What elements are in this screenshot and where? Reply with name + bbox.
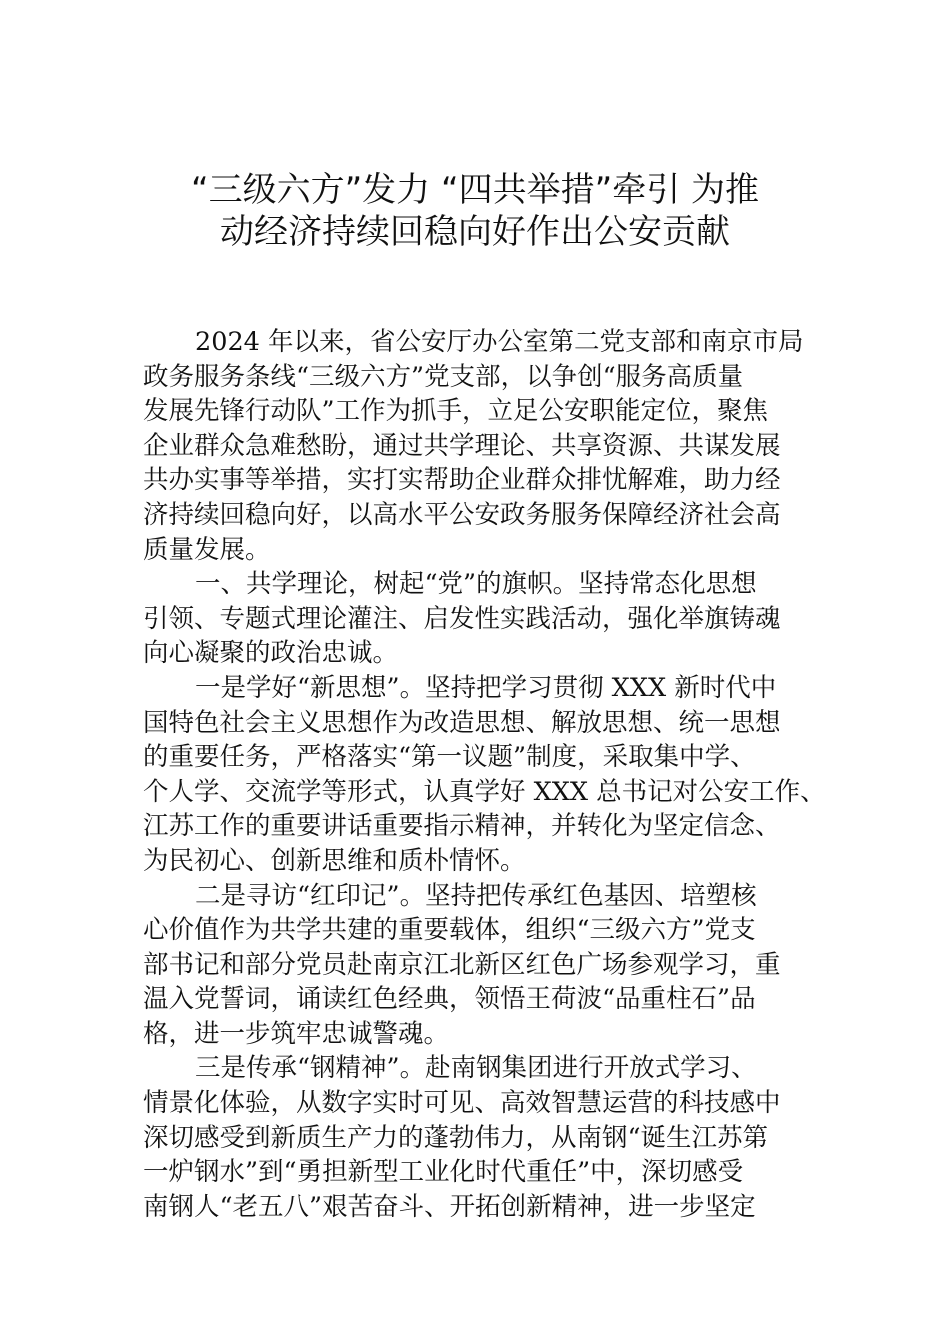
body-line-17: 二是寻访“红印记”。坚持把传承红色基因、培塑核	[195, 880, 757, 911]
body-line-21: 格，进一步筑牢忠诚警魂。	[143, 1018, 450, 1049]
body-line-7: 质量发展。	[143, 534, 271, 565]
body-line-2: 政务服务条线“三级六方”党支部，以争创“服务高质量	[143, 361, 744, 392]
document-title-line-1: “三级六方”发力 “四共举措”牵引 为推	[190, 170, 760, 210]
body-line-12: 国特色社会主义思想作为改造思想、解放思想、统一思想	[143, 707, 781, 738]
body-line-24: 深切感受到新质生产力的蓬勃伟力，从南钢“诞生江苏第	[143, 1122, 769, 1153]
body-line-8: 一、共学理论，树起“党”的旗帜。坚持常态化思想	[195, 569, 757, 600]
document-body	[143, 325, 826, 1224]
body-line-10: 向心凝聚的政治忠诚。	[143, 638, 399, 669]
body-line-18: 心价值作为共学共建的重要载体，组织“三级六方”党支	[143, 915, 756, 946]
body-line-6: 济持续回稳向好，以高水平公安政务服务保障经济社会高	[143, 499, 781, 530]
document-title-line-2: 动经济持续回稳向好作出公安贡献	[220, 212, 730, 252]
body-line-13: 的重要任务，严格落实“第一议题”制度，采取集中学、	[143, 742, 756, 773]
body-line-25: 一炉钢水”到“勇担新型工业化时代重任”中，深切感受	[143, 1157, 744, 1188]
body-line-9: 引领、专题式理论灌注、启发性实践活动，强化举旗铸魂	[143, 603, 781, 634]
body-line-16: 为民初心、创新思维和质朴情怀。	[143, 845, 526, 876]
body-line-19: 部书记和部分党员赴南京江北新区红色广场参观学习，重	[143, 949, 781, 980]
body-line-1: 2024 年以来，省公安厅办公室第二党支部和南京市局	[195, 327, 804, 357]
body-line-15: 江苏工作的重要讲话重要指示精神，并转化为坚定信念、	[143, 811, 781, 842]
body-line-23: 情景化体验，从数字实时可见、高效智慧运营的科技感中	[143, 1088, 781, 1119]
body-line-20: 温入党誓词，诵读红色经典，领悟王荷波“品重柱石”品	[143, 984, 756, 1015]
body-line-4: 企业群众急难愁盼，通过共学理论、共享资源、共谋发展	[143, 430, 781, 461]
body-line-11: 一是学好“新思想”。坚持把学习贯彻 XXX 新时代中	[195, 672, 777, 703]
body-line-5: 共办实事等举措，实打实帮助企业群众排忧解难，助力经	[143, 465, 781, 496]
body-line-22: 三是传承“钢精神”。赴南钢集团进行开放式学习、	[195, 1053, 757, 1084]
body-line-26: 南钢人“老五八”艰苦奋斗、开拓创新精神，进一步坚定	[143, 1191, 756, 1222]
body-line-3: 发展先锋行动队”工作为抓手，立足公安职能定位，聚焦	[143, 396, 769, 427]
body-line-14: 个人学、交流学等形式，认真学好 XXX 总书记对公安工作、	[143, 776, 826, 807]
